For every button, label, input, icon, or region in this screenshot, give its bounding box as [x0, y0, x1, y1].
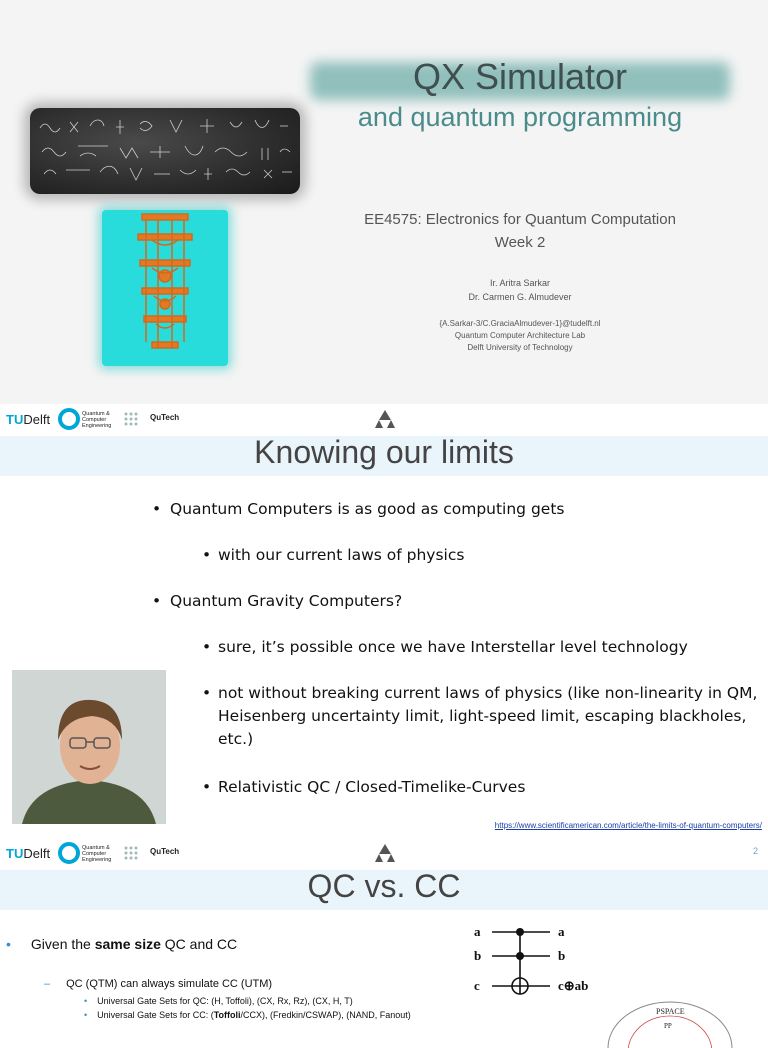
qc-vs-cc-slide — [0, 838, 768, 1030]
presentation-title: QX Simulator — [412, 56, 628, 97]
slide-title: Knowing our limits — [254, 434, 514, 470]
sub-bullet-item: • Relativistic QC / Closed-Timelike-Curves — [218, 776, 766, 799]
tudelft-logo — [6, 412, 50, 427]
qutech-logo — [120, 842, 180, 864]
complexity-class-diagram — [600, 988, 750, 1048]
course-name: EE4575: Electronics for Quantum Computation — [364, 211, 676, 228]
contact-info — [330, 318, 710, 354]
pspace-label: PSPACE — [656, 1007, 685, 1016]
sub-bullet-item: – QC (QTM) can always simulate CC (UTM) — [44, 978, 272, 990]
qutech-dots-icon — [120, 408, 146, 430]
qce-logo-icon — [60, 410, 78, 428]
qutech-logo — [120, 408, 180, 430]
circuit-input-c: c — [474, 978, 480, 993]
slide-header — [0, 838, 768, 910]
speaker-portrait-photo — [12, 670, 166, 824]
circuit-input-a: a — [474, 924, 481, 939]
presentation-subtitle: and quantum programming — [357, 102, 683, 132]
course-info — [330, 208, 710, 254]
dilution-refrigerator-image — [102, 210, 228, 366]
authors — [330, 276, 710, 304]
course-week: Week 2 — [494, 234, 546, 251]
qce-logo-icon — [60, 844, 78, 862]
sub-sub-bullet-item — [84, 1010, 411, 1020]
gate-set-text: Universal Gate Sets for CC: ( — [97, 1010, 214, 1020]
bullet-item: • Quantum Computers is as good as computing gets — [170, 500, 564, 518]
qutech-label: QuTech — [150, 413, 180, 422]
slide-title: QC vs. CC — [307, 868, 461, 904]
qce-line-1: Quantum & — [82, 845, 110, 851]
slide-header — [0, 404, 768, 476]
qce-logo — [58, 408, 118, 430]
circuit-output-b: b — [558, 948, 566, 963]
bullet-text-bold: same size — [94, 936, 161, 952]
author-2: Dr. Carmen G. Almudever — [468, 292, 572, 302]
qce-line-3: Engineering — [82, 857, 112, 863]
chalkboard-equations-image — [30, 108, 300, 194]
sub-bullet-item: • sure, it’s possible once we have Interstellar level technology — [218, 636, 766, 659]
control-dot — [516, 952, 524, 960]
pp-region — [628, 1016, 712, 1048]
lab-name: Quantum Computer Architecture Lab — [454, 331, 586, 340]
lab-emblem-icon — [373, 842, 397, 864]
sub-bullet-item: • not without breaking current laws of physics (like non-linearity in QM, Heisenberg uncertainty limit, light-speed limit, escaping blackholes, etc.) — [218, 682, 766, 751]
knowing-our-limits-slide — [0, 404, 768, 838]
qce-line-2: Computer — [82, 417, 107, 423]
circuit-output-a: a — [558, 924, 565, 939]
pp-label: PP — [664, 1022, 672, 1030]
title-slide — [0, 0, 768, 404]
qutech-dots-icon — [120, 842, 146, 864]
qce-logo — [58, 842, 118, 864]
tudelft-logo-suffix: Delft — [23, 412, 51, 427]
qce-line-3: Engineering — [82, 423, 112, 429]
contact-email: {A.Sarkar-3/C.GraciaAlmudever-1}@tudelft.nl — [439, 319, 601, 328]
circuit-output-c: c⊕ab — [558, 978, 589, 993]
tudelft-logo-suffix: Delft — [23, 846, 51, 861]
gate-set-text: /CCX), (Fredkin/CSWAP), (NAND, Fanout) — [240, 1010, 411, 1020]
qutech-label: QuTech — [150, 847, 180, 856]
sub-bullet-item: • with our current laws of physics — [218, 544, 766, 567]
reference-link[interactable]: https://www.scientificamerican.com/article/the-limits-of-quantum-computers/ — [494, 821, 762, 830]
circuit-input-b: b — [474, 948, 482, 963]
lab-emblem-icon — [373, 408, 397, 430]
tudelft-logo-prefix: TU — [6, 412, 24, 427]
sub-sub-bullet-item: • Universal Gate Sets for QC: (H, Toffoli), (CX, Rx, Rz), (CX, H, T) — [84, 996, 353, 1006]
tudelft-logo — [6, 846, 50, 861]
gate-set-text-bold: Toffoli — [213, 1010, 241, 1020]
control-dot — [516, 928, 524, 936]
page-number: 2 — [752, 846, 758, 856]
qce-line-1: Quantum & — [82, 411, 110, 417]
bullet-item: • Quantum Gravity Computers? — [170, 592, 402, 610]
bullet-text: QC and CC — [160, 936, 238, 952]
qce-line-2: Computer — [82, 851, 107, 857]
author-1: Ir. Aritra Sarkar — [489, 278, 551, 288]
bullet-text: Given the — [30, 936, 95, 952]
university-name: Delft University of Technology — [467, 343, 573, 352]
bullet-item — [6, 936, 237, 952]
toffoli-circuit-diagram — [466, 924, 612, 1010]
tudelft-logo-prefix: TU — [6, 846, 24, 861]
